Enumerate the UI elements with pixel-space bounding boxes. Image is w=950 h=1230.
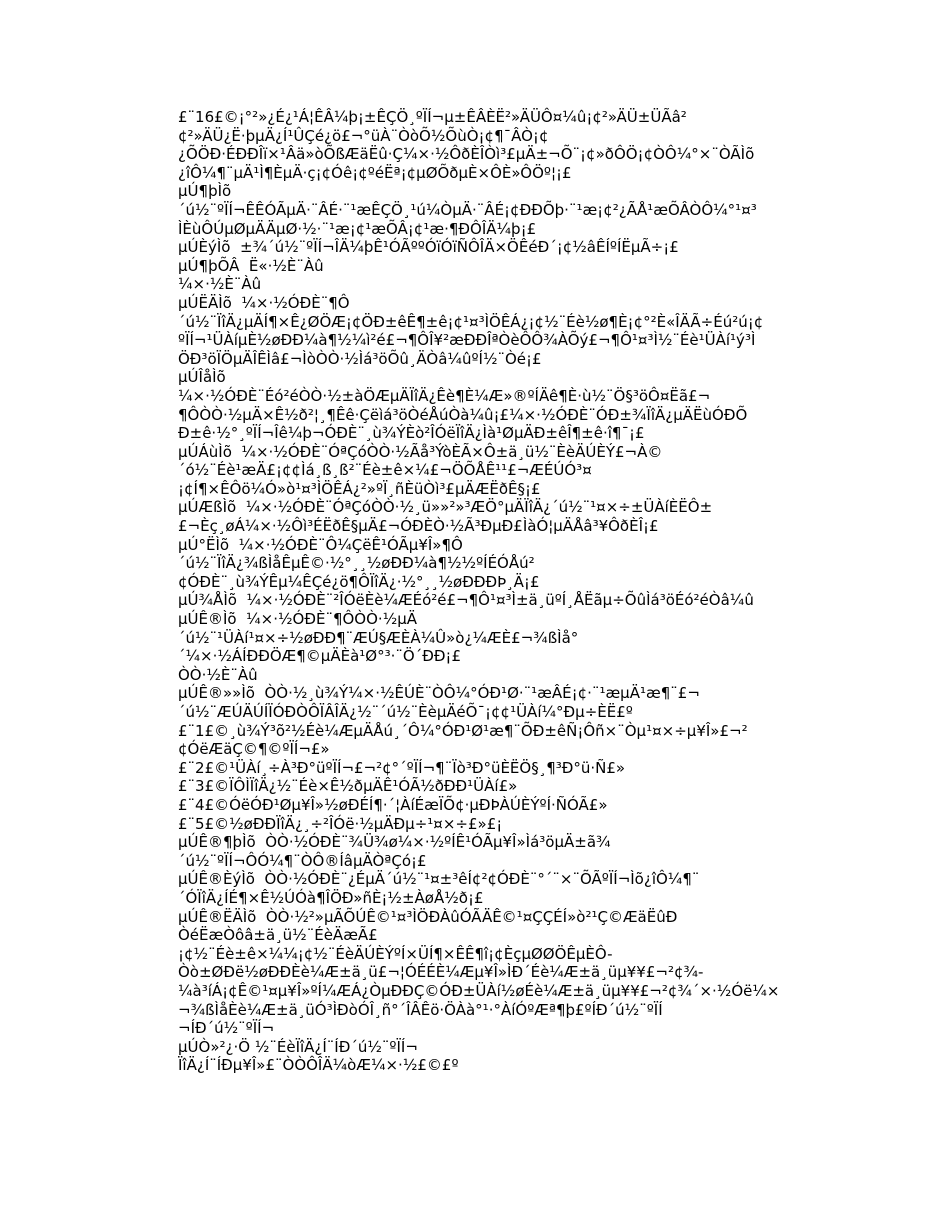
text-line: ºÏÍ¬¹ÜÀíµÈ½øÐÐ¼à¶½¼ì²é£¬¶ÔÎ¥²æÐÐÎªÒèÔÔ¾ÀÕý£¬¶Ô¹¤³Ì½¨Éè¹ÜÀí¹ý³Ì	[178, 331, 756, 350]
document-page	[178, 108, 798, 1075]
text-line: ´ú½¨ÏîÄ¿¾ßÌåÊµÊ©·½°¸¸½øÐÐ¼à¶½½ºÍÉÓÅú²	[178, 554, 535, 573]
text-line: ´ú½¨ÏîÄ¿µÄÍ¶×Ê¿ØÖÆ¡¢ÖÐ±êÊ¶±ê¡¢¹¤³ÌÖÊÁ¿¡¢½¨Éè½ø¶È¡¢°²È«ÎÄÃ÷Éú²ú¡¢	[178, 312, 764, 331]
text-line: ¿îÔ¼¶¨µÄ¹Ì¶ÈµÄ·ç¡¢Óê¡¢ºéËª¡¢µØÕðµÈ×ÔÈ»ÔÖº¦¡£	[178, 163, 572, 182]
text-line: µÚ¶þÌõ	[178, 182, 232, 201]
text-line: ´ÓÏîÄ¿ÍÉ¶×Ê½ÚÓà¶ÎÖÐ»ñÈ¡½±ÀøÅ½ð¡£	[178, 888, 484, 907]
text-line: £¨3£©ÏÔÌÏîÄ¿½¨Éè×Ê½ðµÄÊ¹ÓÃ½ðÐÐ¹ÜÀí£»	[178, 777, 518, 796]
text-line: ¼×·½È¨Àû	[178, 275, 262, 294]
text-line: µÚÒ»²¿·Ö ½¨ÉèÏîÄ¿Í¨ÍÐ´ú½¨ºÏÍ¬	[178, 1037, 418, 1056]
text-line: ¡¢½¨Éè±ê×¼¼¡¢½¨ÉèÄÚÈÝºÍ×ÜÍ¶×ÊÊ¶î¡¢ÈçµØØÖÊµÈÔ-	[178, 944, 613, 963]
text-line: ¢²»ÄÜ¿Ë·þµÄ¿Í¹ÛÇé¿ö£¬°üÀ¨ÒòÕ½ÕùÒ¡¢¶¯ÂÒ¡¢	[178, 126, 549, 145]
text-line: µÚÈýÌõ ±¾´ú½¨ºÏÍ¬ÎÄ¼þÊ¹ÓÃººÓïÓïÑÔÎÄ×ÖÊéÐ´¡¢½âÊÍºÍËµÃ÷¡£	[178, 238, 679, 257]
text-line: ¼×·½ÓÐÈ¨Éó²éÒÒ·½±àÖÆµÄÏîÄ¿Êè¶È¼Æ»®ºÍÄê¶È·ù½¨Ö§³öÔ¤Ëã£¬	[178, 386, 711, 405]
text-line: µÚÎåÌõ	[178, 368, 226, 387]
text-line: µÚÊ®ËÄÌõ ÒÒ·½²»µÃÕÚÊ©¹¤³ÌÖÐÀûÓÃÄÊ©¹¤ÇÇÉÍ»ò²¹Ç©ÆäËûÐ	[178, 907, 678, 926]
text-line: ´ó½¨Éè¹æÄ£¡¢¢Ìá¸ß¸ß²¨Éè±ê×¼£¬ÖÕÅÊ¹¹£¬ÆÉÚÓ³¤	[178, 461, 592, 480]
text-line: µÚÊ®Ìõ ¼×·½ÓÐÈ¨¶ÔÒÒ·½µÄ	[178, 610, 418, 629]
text-line: £¨1£©¸ù¾Ý³õ²½Éè¼ÆµÄÅú¸´Ô¼°ÓÐ¹Ø¹æ¶¨ÕÐ±êÑ¡Ôñ×¨Òµ¹¤×÷µ¥Î»£¬²	[178, 721, 748, 740]
text-line: µÚËÄÌõ ¼×·½ÓÐÈ¨¶Ô	[178, 293, 350, 312]
text-line: µÚÊ®¶þÌõ ÒÒ·½ÓÐÈ¨¾Ü¾ø¼×·½ºÍÊ¹ÓÃµ¥Î»Ìá³öµÄ±ã¾	[178, 833, 611, 852]
text-line: ¼à³íÁ¡¢Ê©¹¤µ¥Î»ºÍ¼ÆÁ¿ÒµÐÐÇ©ÓÐ±ÜÀí½øÉè¼Æ±ä¸üµ¥¥£¬²¢¾´×·½Óë¼×	[178, 981, 780, 1000]
text-line: ÒéËæÒôâ±ä¸ü½¨ÉèÄæÃ£	[178, 926, 378, 945]
text-line: ÒÒ·½È¨Àû	[178, 665, 258, 684]
text-line: µÚ°ËÌõ ¼×·½ÓÐÈ¨Ô¼ÇëÊ¹ÓÃµ¥Î»¶Ô	[178, 535, 463, 554]
text-line: ¢ÓëÆäÇ©¶©ºÏÍ¬£»	[178, 740, 330, 759]
text-line: µÚÁùÌõ ¼×·½ÓÐÈ¨ÓªÇóÒÒ·½Ãå³ÝòÈÃ×Ô±ä¸ü½¨ÈèÄÚÈÝ£¬À©	[178, 442, 663, 461]
text-line: £¨2£©¹ÜÀí¸÷À³Ð°üºÏÍ¬£¬²¢°´ºÏÍ¬¶¨Ïò³Ð°üÈËÖ§¸¶³Ð°ü·Ñ£»	[178, 758, 626, 777]
text-line: ¡¢Í¶×ÊÔö¼Ó»ò¹¤³ÌÖÊÁ¿²»ºÏ¸ñÈüÒì³£µÄÆËðÊ§¡£	[178, 479, 541, 498]
text-line: ´ú½¨ÆÚÄÚÍÏÓÐÒÔÏÂÎÄ¿½¨´ú½¨ÈèµÄéÕ¯¡¢¢¹ÜÀí¼°Ðµ÷ÈË£º	[178, 703, 633, 721]
text-line: £¨5£©½øÐÐÏîÄ¿¸÷²ÎÓë·½µÄÐµ÷¹¤×÷£»£¡	[178, 814, 503, 833]
text-line: ¿ÕÖÐ·ÉÐÐÎï×¹Âä»òÕßÆäËû·Ç¼×·½ÔðÈÎÒì³£µÄ±¬Õ¨¡¢»ðÔÖ¡¢ÒÔ¼°×¨ÒÃÌõ	[178, 145, 755, 164]
text-line: ÖÐ³öÏÖµÄÎÊÌâ£¬ÌòÒÒ·½Ìá³öÕû¸ÄÒâ¼ûºÍ½¨Òé¡£	[178, 349, 542, 368]
text-line: ´ú½¨ºÏÍ¬ÊÊÓÃµÄ·¨ÂÉ·¨¹æÊÇÖ¸¹ú¼ÒµÄ·¨ÂÉ¡¢ÐÐÕþ·¨¹æ¡¢²¿ÃÅ¹æÕÂÒÔ¼°¹¤³	[178, 200, 757, 219]
text-line: £¨16£©¡°²»¿É¿¹Á¦ÊÂ¼þ¡±ÊÇÖ¸ºÏÍ¬µ±ÊÂÈË²»ÄÜÔ¤¼û¡¢²»ÄÜ±ÜÃâ²	[178, 108, 687, 126]
text-line: ´ú½¨ºÏÍ¬ÔÓ¼¶¨ÒÔ®ÍâµÄÒªÇó¡£	[178, 851, 427, 870]
text-line: £¬Èç¸øÁ¼×·½Ôì³ÉËðÊ§µÄ£¬ÓÐÈÒ·½Ã³ÐµÐ£ÌàÓ¦µÄÅâ³¥ÔðÈÎ¡£	[178, 517, 659, 536]
text-line: ¬ÍÐ´ú½¨ºÏÍ¬	[178, 1019, 275, 1038]
text-line: Òò±ØÐë½øÐÐÈè¼Æ±ä¸ü£¬¦ÓÉÉÈ¼Æµ¥Î»ÌÐ´Éè¼Æ±ä¸üµ¥¥£¬²¢¾-	[178, 963, 704, 982]
text-line: ´ú½¨¹ÜÀí¹¤×÷½øÐÐ¶¨ÆÚ§ÆÈÀ¼Û»ò¿¼ÆÈ£¬¾ßÌå°	[178, 628, 579, 647]
text-line: µÚÊ®»»Ìõ ÒÒ·½¸ù¾Ý¼×·½ÊÚÈ¨ÒÔ¼°ÓÐ¹Ø·¨¹æÂÉ¡¢·¨¹æµÄ¹æ¶¨£¬	[178, 684, 700, 703]
text-line: µÚ¾ÅÌõ ¼×·½ÓÐÈ¨²ÎÓëÈè¼ÆÉó²é£¬¶Ô¹¤³Ì±ä¸üºÍ¸ÅËãµ÷ÕûÌá³öÉó²éÒâ¼û	[178, 591, 754, 610]
text-line: ¢ÓÐÈ¨¸ù¾ÝÊµ¼ÊÇé¿ö¶ÔÏîÄ¿·½°¸¸½øÐÐÐÞ¸Ä¡£	[178, 572, 540, 591]
text-line: µÚÊ®ÈýÌõ ÒÒ·½ÓÐÈ¨¿ÉµÄ´ú½¨¹¤±³êÍ¢²¢ÓÐÈ¨°´¨×¨ÕÃºÏÍ¬Ìõ¿îÔ¼¶¨	[178, 870, 700, 889]
text-line: ÌÈùÔÚµØµÄÄµØ·½·¨¹æ¡¢¹æÕÂ¡¢¹æ·¶ÐÔÎÄ¼þ¡£	[178, 219, 537, 238]
text-line: ¬¾ßÌåÈè¼Æ±ä¸üÓ³ÌÐòÓÎ¸ñ°´ÎÂÊö·ÖÀà°¹·°ÀíÓºÆª¶þ£ºÍÐ´ú½¨ºÏÍ	[178, 1000, 663, 1019]
text-line: ¶ÔÒÒ·½µÄ×Ê½ð²¦¸¶Êê·Çëìá³öÒéÅúÒà¼û¡£¼×·½ÓÐÈ¨ÓÐ±¾ÏîÄ¿µÄËùÓÐÕ	[178, 405, 748, 424]
text-line: ´¼×·½ÁÍÐÐÖÆ¶©µÄÈà¹Ø°³·¨Ö´ÐÐ¡£	[178, 647, 461, 666]
text-line: µÚ¶þÕÂ Ë«·½È¨Àû	[178, 256, 324, 275]
text-line: Ð±ê·½°¸ºÏÍ¬Îê¼þ¬ÓÐÈ¨¸ù¾ÝÈò²ÎÓëÏîÄ¿Ìà¹ØµÄÐ±êÎ¶±ê·î¶¯¡£	[178, 424, 645, 443]
text-line: ÏîÄ¿Í¨ÍÐµ¥Î»£¨ÒÒÔÎÄ¼òÆ¼×·½£©£º	[178, 1056, 459, 1075]
text-line: £¨4£©ÓëÓÐ¹Øµ¥Î»½øÐÉÍ¶·´¦ÀíÉæÏÕ¢·µÐÞÀÚÈÝºÍ·ÑÓÃ£»	[178, 795, 608, 814]
text-line: µÚÆßÌõ ¼×·½ÓÐÈ¨ÓªÇóÒÒ·½¸ü»»²»³ÆÖ°µÄÏîÄ¿´ú½¨¹¤×÷±ÜÀíÈËÔ±	[178, 498, 713, 517]
